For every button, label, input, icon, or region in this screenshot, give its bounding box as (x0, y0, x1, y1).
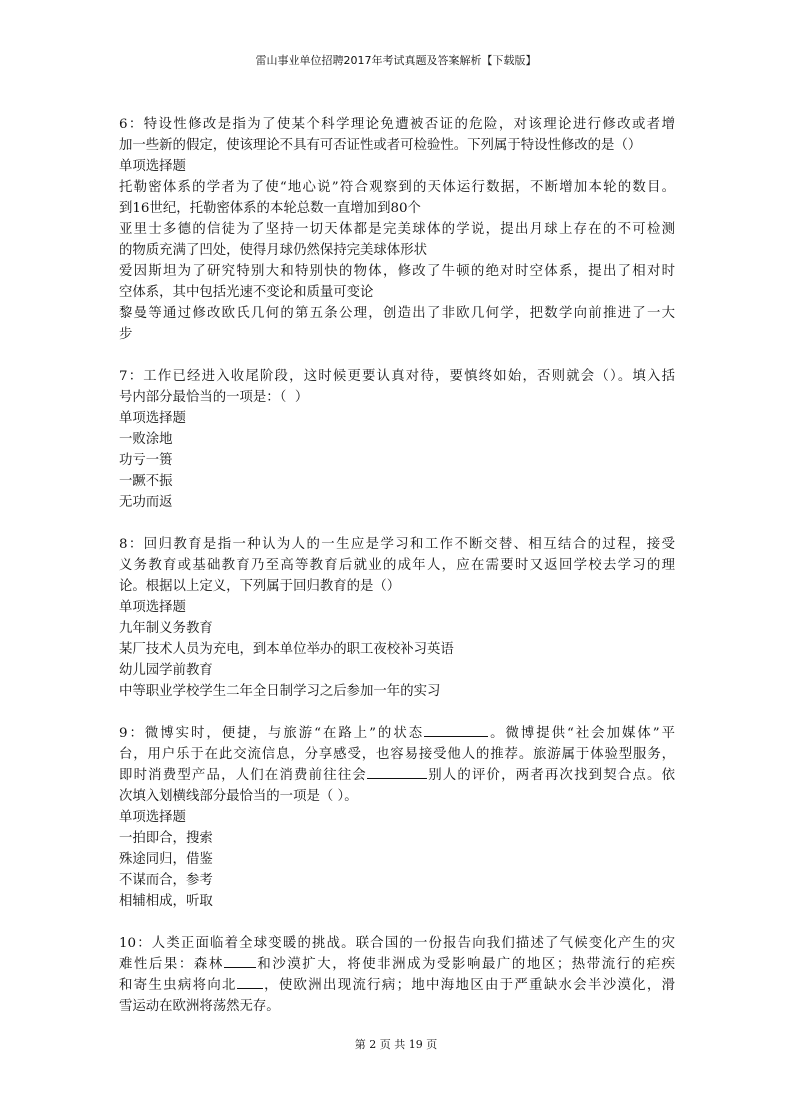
option-line: 幼儿园学前教育 (119, 663, 213, 678)
option-line: 步 (119, 327, 133, 342)
question-stem-line (119, 723, 675, 744)
question-stem-line: 号内部分最恰当的一项是：（ ） (119, 390, 309, 405)
question-7 (119, 366, 675, 513)
question-stem-line: 8：回归教育是指一种认为人的一生应是学习和工作不断交替、相互结合的过程，接受 (119, 537, 675, 552)
option-line: 一蹶不振 (119, 474, 173, 489)
option-line: 殊途同归，借鉴 (119, 852, 213, 867)
question-stem-line: 台，用户乐于在此交流信息，分享感受，也容易接受他人的推荐。旅游属于体验型服务， (119, 747, 675, 762)
answer-blank (224, 954, 256, 968)
answer-blank (367, 765, 427, 779)
page-header: 雷山事业单位招聘2017年考试真题及答案解析【下载版】 (255, 54, 537, 67)
question-stem-line: 加一些新的假定，使该理论不具有可否证性或者可检验性。下列属于特设性修改的是（） (119, 138, 642, 153)
question-type: 单项选择题 (119, 411, 186, 426)
option-line: 黎曼等通过修改欧氏几何的第五条公理，创造出了非欧几何学，把数学向前推进了一大 (119, 306, 675, 321)
stem-text: 和寄生虫病将向北 (119, 978, 237, 993)
option-line: 到16世纪，托勒密体系的本轮总数一直增加到80个 (119, 201, 421, 216)
stem-text: 别人的评价，两者再次找到契合点。依 (427, 768, 675, 783)
option-line: 不谋而合，参考 (119, 873, 213, 888)
option-line: 的物质充满了凹处，使得月球仍然保持完美球体形状 (119, 243, 427, 258)
option-line: 功亏一篑 (119, 453, 173, 468)
option-line: 无功而返 (119, 495, 173, 510)
question-8 (119, 534, 675, 702)
question-stem-line (119, 765, 675, 786)
question-type: 单项选择题 (119, 810, 186, 825)
question-9 (119, 723, 675, 912)
option-line: 某厂技术人员为充电，到本单位举办的职工夜校补习英语 (119, 642, 454, 657)
stem-text: 和沙漠扩大，将使非洲成为受影响最广的地区；热带流行的疟疾 (255, 957, 676, 972)
question-stem-line: 论。根据以上定义，下列属于回归教育的是（） (119, 579, 401, 594)
page-footer: 第 2 页 共 19 页 (354, 1038, 438, 1051)
question-10 (119, 933, 675, 1017)
option-line: 相辅相成，听取 (119, 894, 213, 909)
option-line: 一拍即合，搜索 (119, 831, 213, 846)
question-stem-line (119, 975, 675, 996)
question-stem-line (119, 954, 675, 975)
question-stem-line: 次填入划横线部分最恰当的一项是（ ）。 (119, 789, 358, 804)
answer-blank (237, 975, 263, 989)
option-line: 爱因斯坦为了研究特别大和特别快的物体，修改了牛顿的绝对时空体系，提出了相对时 (119, 264, 675, 279)
stem-text: ，使欧洲出现流行病；地中海地区由于严重缺水会半沙漠化，滑 (262, 978, 676, 993)
option-line: 托勒密体系的学者为了使“地心说”符合观察到的天体运行数据，不断增加本轮的数目。 (119, 180, 675, 195)
document-body (119, 114, 675, 1038)
question-stem-line: 10：人类正面临着全球变暖的挑战。联合国的一份报告向我们描述了气候变化产生的灾 (119, 936, 675, 951)
stem-text: 9：微博实时，便捷，与旅游“在路上”的状态 (119, 726, 425, 741)
question-6 (119, 114, 675, 345)
option-line: 九年制义务教育 (119, 621, 213, 636)
option-line: 中等职业学校学生二年全日制学习之后参加一年的实习 (119, 684, 441, 699)
stem-text: 即时消费型产品，人们在消费前往往会 (119, 768, 367, 783)
stem-text: 难性后果：森林 (119, 957, 224, 972)
question-stem-line: 义务教育或基础教育乃至高等教育后就业的成年人，应在需要时又返回学校去学习的理 (119, 558, 675, 573)
option-line: 一败涂地 (119, 432, 173, 447)
question-type: 单项选择题 (119, 159, 186, 174)
stem-text: 。微博提供“社会加媒体”平 (488, 726, 675, 741)
question-stem-line: 7：工作已经进入收尾阶段，这时候更要认真对待，要慎终如始，否则就会（）。填入括 (119, 369, 675, 384)
question-stem-line: 6：特设性修改是指为了使某个科学理论免遭被否证的危险，对该理论进行修改或者增 (119, 117, 675, 132)
option-line: 亚里士多德的信徒为了坚持一切天体都是完美球体的学说，提出月球上存在的不可检测 (119, 222, 675, 237)
question-stem-line: 雪运动在欧洲将荡然无存。 (119, 999, 280, 1014)
question-type: 单项选择题 (119, 600, 186, 615)
option-line: 空体系，其中包括光速不变论和质量可变论 (119, 285, 374, 300)
answer-blank (424, 723, 488, 737)
